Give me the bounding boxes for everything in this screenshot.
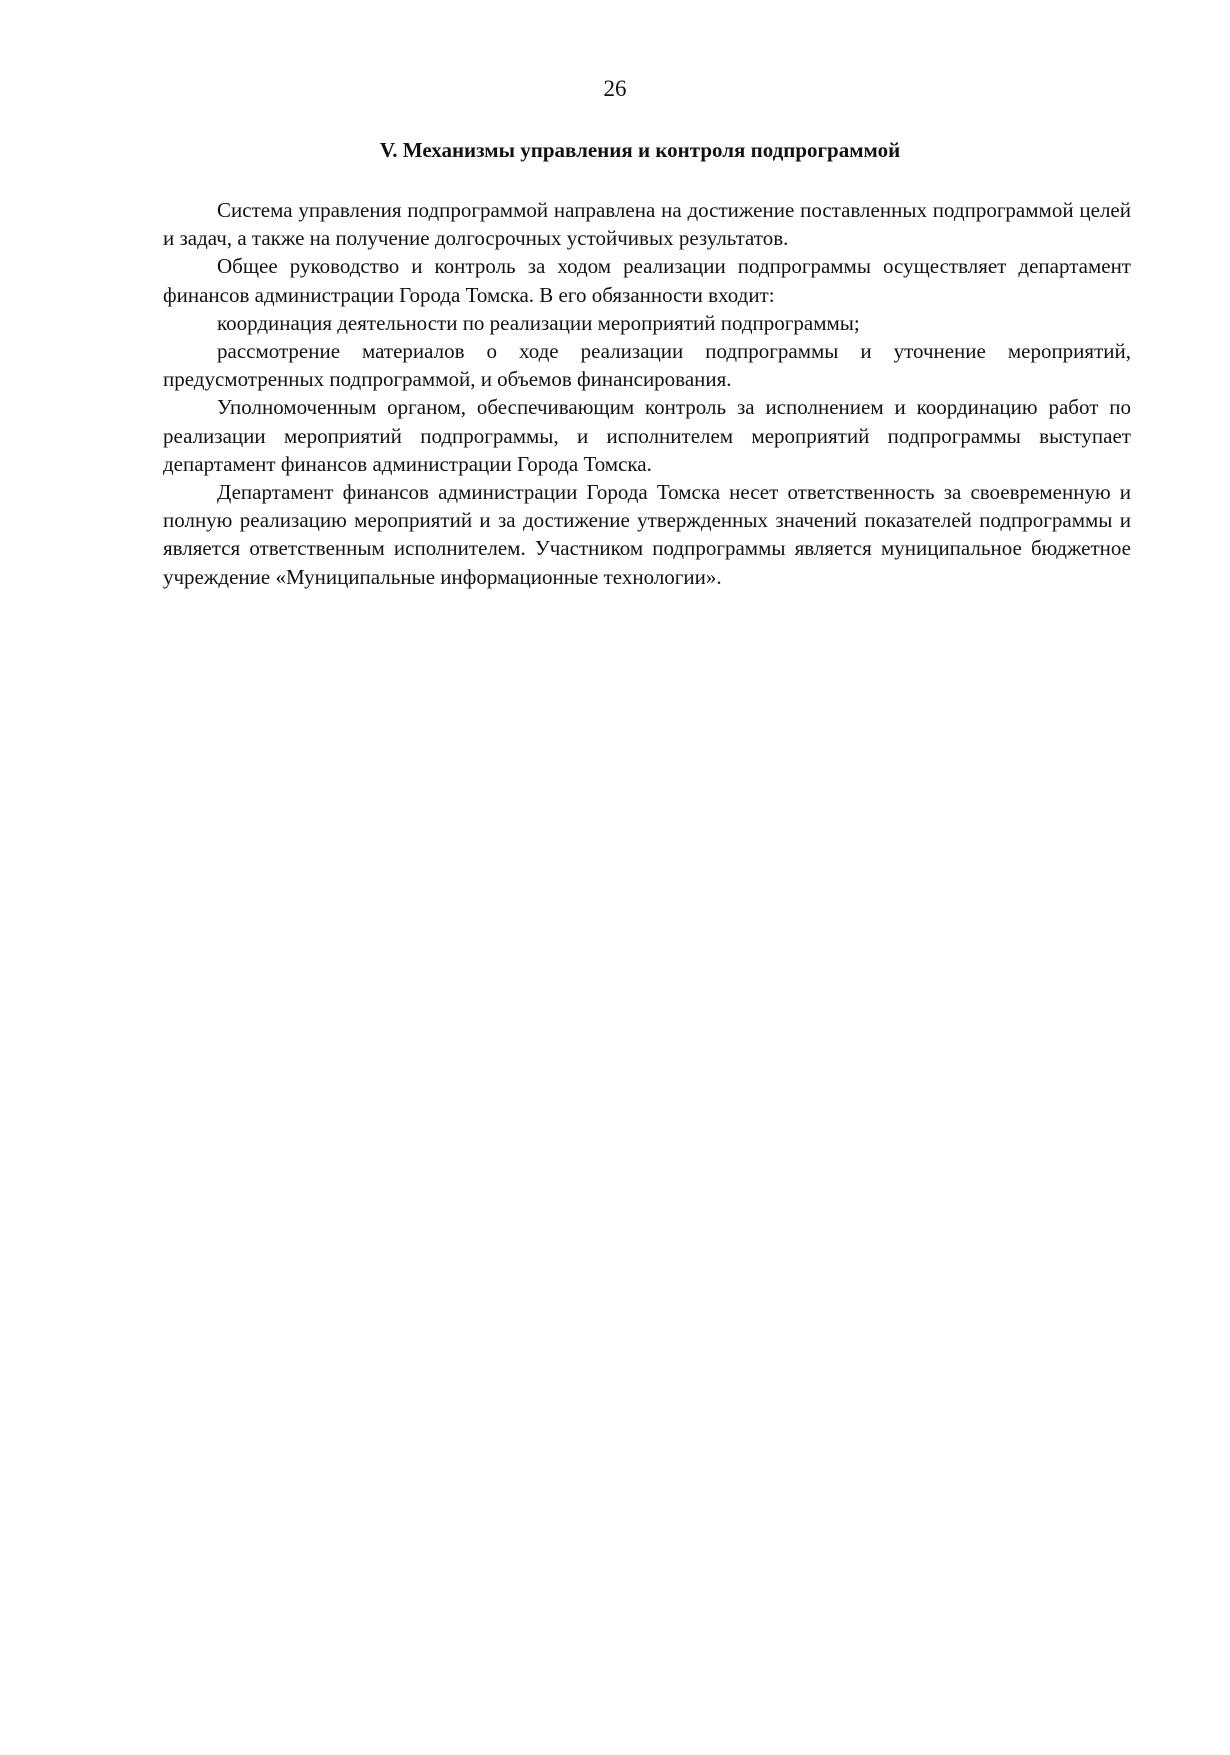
section-title: V. Механизмы управления и контроля подпрограммой — [379, 138, 901, 162]
page-number: 26 — [603, 76, 627, 101]
paragraph-review-materials: рассмотрение материалов о ходе реализации подпрограммы и уточнение мероприятий, предусмотренных подпрограммой, и объемов финансирования. — [163, 339, 1131, 392]
paragraph-responsibility: Департамент финансов администрации Города Томска несет ответственность за своевременную и полную реализацию мероприятий и за достижение утвержденных значений показателей подпрограммы и является ответственным исполнителем. Участником подпрограммы является муниципальное бюджетное учреждение «Муниципальные информационные технологии». — [163, 480, 1131, 589]
paragraph-coordination: координация деятельности по реализации мероприятий подпрограммы; — [217, 310, 860, 335]
paragraph-general-management: Общее руководство и контроль за ходом реализации подпрограммы осуществляет департамент финансов администрации Города Томска. В его обязанности входит: — [163, 254, 1131, 307]
paragraph-authorized-body: Уполномоченным органом, обеспечивающим контроль за исполнением и координацию работ по реализации мероприятий подпрограммы, и исполнителем мероприятий подпрограммы выступает департамент финансов администрации Города Томска. — [163, 395, 1131, 476]
body-text — [163, 196, 1131, 591]
paragraph-management-system: Система управления подпрограммой направлена на достижение поставленных подпрограммой целей и задач, а также на получение долгосрочных устойчивых результатов. — [163, 198, 1131, 251]
